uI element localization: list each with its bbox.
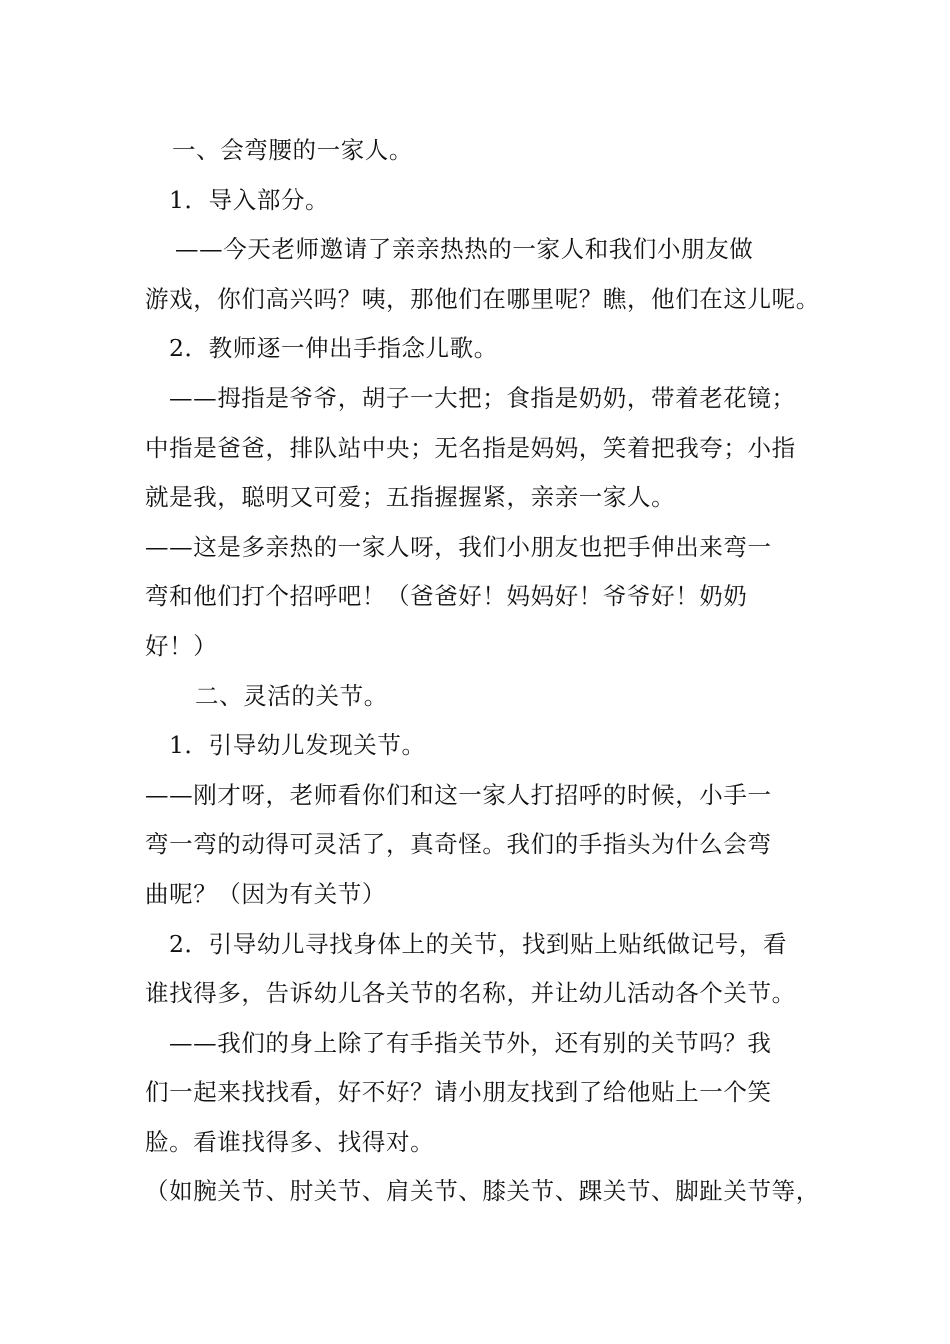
paragraph-line: ——拇指是爷爷，胡子一大把；食指是奶奶，带着老花镜；: [169, 383, 796, 412]
paragraph-line: 游戏，你们高兴吗？咦，那他们在哪里呢？瞧，他们在这儿呢。: [145, 284, 820, 313]
document-body: [145, 126, 820, 1217]
paragraph-line: 中指是爸爸，排队站中央；无名指是妈妈，笑着把我夸；小指: [145, 433, 796, 462]
paragraph-line: 弯和他们打个招呼吧！（爸爸好！妈妈好！爷爷好！奶奶: [145, 582, 748, 611]
section-heading: 一、会弯腰的一家人。: [172, 136, 413, 164]
paragraph-line: ——今天老师邀请了亲亲热热的一家人和我们小朋友做: [175, 235, 754, 264]
paragraph-line: 谁找得多，告诉幼儿各关节的名称，并让幼儿活动各个关节。: [145, 979, 796, 1008]
step-heading: 2．教师逐一伸出手指念儿歌。: [169, 334, 498, 363]
paragraph-line: ——这是多亲热的一家人呀，我们小朋友也把手伸出来弯一: [145, 532, 772, 561]
paragraph-line: 弯一弯的动得可灵活了，真奇怪。我们的手指头为什么会弯: [145, 830, 772, 859]
paragraph-line: 好！）: [145, 631, 218, 660]
step-heading: 1．导入部分。: [169, 185, 330, 214]
step-heading: 1．引导幼儿发现关节。: [169, 731, 426, 760]
paragraph-line: （如腕关节、肘关节、肩关节、膝关节、踝关节、脚趾关节等，: [145, 1177, 820, 1206]
paragraph-line: ——刚才呀，老师看你们和这一家人打招呼的时候，小手一: [145, 780, 772, 809]
section-heading: 二、灵活的关节。: [195, 681, 388, 710]
paragraph-line: ——我们的身上除了有手指关节外，还有别的关节吗？我: [169, 1028, 772, 1057]
step-heading: 2．引导幼儿寻找身体上的关节，找到贴上贴纸做记号，看: [169, 929, 788, 958]
paragraph-line: 就是我，聪明又可爱；五指握握紧，亲亲一家人。: [145, 483, 676, 512]
paragraph-line: 曲呢？（因为有关节）: [145, 879, 386, 908]
paragraph-line: 脸。看谁找得多、找得对。: [145, 1127, 435, 1156]
paragraph-line: 们一起来找找看，好不好？请小朋友找到了给他贴上一个笑: [145, 1078, 772, 1107]
